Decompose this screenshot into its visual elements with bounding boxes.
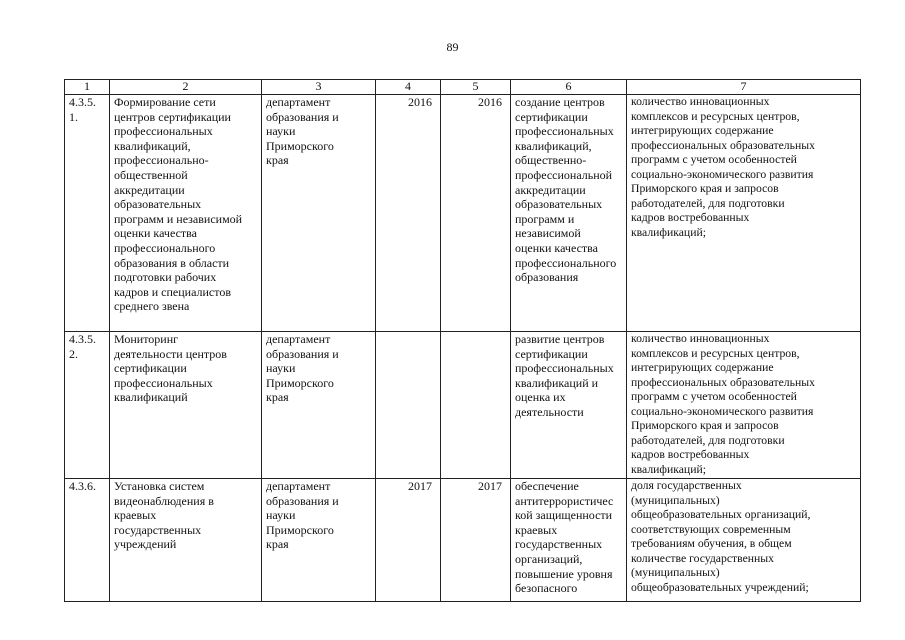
activity-table <box>64 79 861 602</box>
table-header-row <box>65 80 861 95</box>
page-number: 89 <box>446 40 459 54</box>
item-number: 4.3.5. 2. <box>65 332 110 479</box>
end-year: 2016 <box>441 95 511 332</box>
start-year <box>376 332 441 479</box>
action-name: Установка систем видеонаблюдения в краевых государственных учреждений <box>110 479 262 602</box>
start-year: 2017 <box>376 479 441 602</box>
item-number: 4.3.6. <box>65 479 110 602</box>
indicator: количество инновационных комплексов и ресурсных центров, интегрирующих содержание профессиональных образовательных программ с учетом особенностей социально-экономического развития Приморского края и запросов работодателей, для подготовки кадров востребованных квалификаций; <box>627 95 861 332</box>
column-header: 2 <box>110 80 262 95</box>
executor: департамент образования и науки Приморского края <box>262 479 376 602</box>
expected-result: развитие центров сертификации профессиональных квалификаций и оценка их деятельности <box>511 332 627 479</box>
action-name: Формирование сети центров сертификации профессиональных квалификаций, профессионально- общественной аккредитации образовательных программ и независимой оценки качества профессионального образования в области подготовки рабочих кадров и специалистов среднего звена <box>110 95 262 332</box>
column-header: 1 <box>65 80 110 95</box>
executor: департамент образования и науки Приморского края <box>262 95 376 332</box>
column-header: 3 <box>262 80 376 95</box>
column-header: 5 <box>441 80 511 95</box>
indicator: количество инновационных комплексов и ресурсных центров, интегрирующих содержание профессиональных образовательных программ с учетом особенностей социально-экономического развития Приморского края и запросов работодателей, для подготовки кадров востребованных квалификаций; <box>627 332 861 479</box>
column-header: 7 <box>627 80 861 95</box>
start-year: 2016 <box>376 95 441 332</box>
column-header: 4 <box>376 80 441 95</box>
indicator: доля государственных (муниципальных) общеобразовательных организаций, соответствующих современным требованиям обучения, в общем количестве государственных (муниципальных) общеобразовательных учреждений; <box>627 479 861 602</box>
end-year: 2017 <box>441 479 511 602</box>
table-row <box>65 95 861 332</box>
column-header: 6 <box>511 80 627 95</box>
expected-result: создание центров сертификации профессиональных квалификаций, общественно- профессиональной аккредитации образовательных программ и независимой оценки качества профессионального образования <box>511 95 627 332</box>
expected-result: обеспечение антитеррористичес кой защищенности краевых государственных организаций, повышение уровня безопасного <box>511 479 627 602</box>
table-row <box>65 479 861 602</box>
item-number: 4.3.5. 1. <box>65 95 110 332</box>
action-name: Мониторинг деятельности центров сертификации профессиональных квалификаций <box>110 332 262 479</box>
table-row <box>65 332 861 479</box>
end-year <box>441 332 511 479</box>
executor: департамент образования и науки Приморского края <box>262 332 376 479</box>
